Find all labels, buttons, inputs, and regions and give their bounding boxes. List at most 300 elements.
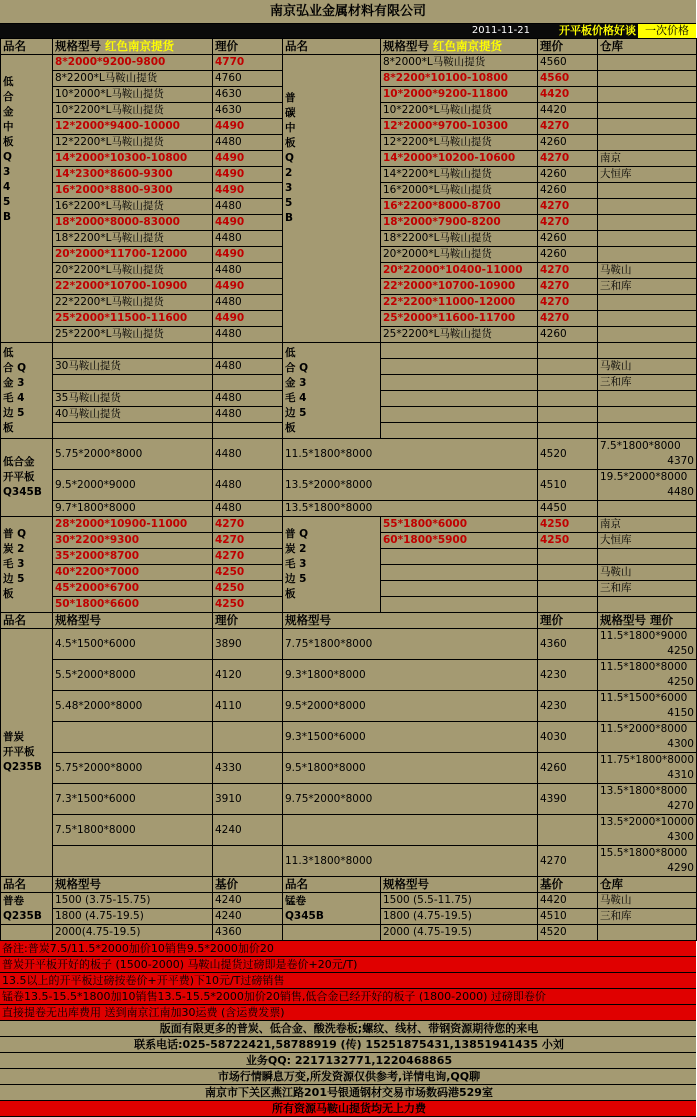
spec-cell: 8*2000*L马鞍山提货 — [381, 55, 538, 71]
spec-cell: 28*2000*10900-11000 — [53, 517, 213, 533]
price-cell: 4250 — [213, 581, 283, 597]
label-line: 金 — [3, 106, 14, 118]
price-cell: 4490 — [213, 311, 283, 327]
label-line: Q — [285, 152, 294, 164]
price-cell: 4420 — [538, 87, 598, 103]
price-cell — [213, 375, 283, 391]
label-line: 边 5 — [3, 406, 25, 419]
label-line: 板 — [285, 421, 296, 434]
spec-cell — [381, 375, 538, 391]
group-label — [283, 517, 381, 613]
price-cell — [213, 722, 283, 753]
table-row — [1, 925, 697, 941]
price-cell: 4480 — [213, 359, 283, 375]
price-cell: 4120 — [213, 660, 283, 691]
spec-cell: 22*2000*10700-10900 — [53, 279, 213, 295]
spec-cell: 20*2200*L马鞍山提货 — [53, 263, 213, 279]
price-cell: 4270 — [538, 279, 598, 295]
spec-cell: 9.3*1800*8000 — [283, 660, 538, 691]
group-label — [1, 517, 53, 613]
col-warehouse: 仓库 — [598, 877, 697, 893]
price-cell: 4480 — [213, 295, 283, 311]
price-cell: 4490 — [213, 183, 283, 199]
spec-cell: 1800 (4.75-19.5) — [381, 909, 538, 925]
price-cell: 4420 — [538, 893, 598, 909]
col-name: 品名 — [1, 613, 53, 629]
spec-cell — [381, 565, 538, 581]
table-row — [1, 691, 697, 722]
spec-cell: 16*2000*8800-9300 — [53, 183, 213, 199]
price-cell: 4630 — [213, 103, 283, 119]
warehouse-cell — [598, 295, 697, 311]
price-cell — [213, 423, 283, 439]
spec-cell: 14*2000*10300-10800 — [53, 151, 213, 167]
price-cell — [538, 375, 598, 391]
label-line: 毛 4 — [3, 391, 25, 404]
label-line: 开平板 — [3, 746, 35, 758]
spec-cell: 18*2200*L马鞍山提货 — [381, 231, 538, 247]
spec-cell: 8*2200*L马鞍山提货 — [53, 71, 213, 87]
warehouse-cell: 大恒库 — [598, 533, 697, 549]
warehouse-cell: 马鞍山 — [598, 263, 697, 279]
warehouse-cell — [598, 87, 697, 103]
label-line: B — [285, 212, 294, 224]
price-cell: 4480 — [213, 391, 283, 407]
price-cell — [538, 549, 598, 565]
price-cell: 4290 — [667, 862, 694, 874]
price-cell: 4270 — [213, 517, 283, 533]
spec-note: 红色南京提货 — [105, 39, 175, 53]
spec-cell: 10*2000*L马鞍山提货 — [53, 87, 213, 103]
label-line: 边 5 — [285, 573, 307, 585]
spec-cell: 11.5*1800*8000 4250 — [598, 660, 697, 691]
warehouse-cell — [598, 343, 697, 359]
table-row — [1, 722, 697, 753]
price-cell: 4300 — [667, 831, 694, 843]
label-line: 炭 2 — [3, 543, 25, 555]
spec-cell: 11.5*1500*6000 4150 — [598, 691, 697, 722]
spec-cell: 11.3*1800*8000 — [283, 846, 538, 877]
table-row — [1, 753, 697, 784]
spec-cell: 16*2200*8000-8700 — [381, 199, 538, 215]
spec-cell: 18*2200*L马鞍山提货 — [53, 231, 213, 247]
spec-cell — [381, 597, 538, 613]
price-cell: 4270 — [213, 533, 283, 549]
spec-cell: 12*2200*L马鞍山提货 — [53, 135, 213, 151]
spec-cell: 30*2200*9300 — [53, 533, 213, 549]
spec-cell: 10*2200*L马鞍山提货 — [381, 103, 538, 119]
spec-cell: 1800 (4.75-19.5) — [53, 909, 213, 925]
warehouse-cell — [598, 183, 697, 199]
price-cell: 4250 — [667, 645, 694, 657]
price-cell: 4270 — [538, 215, 598, 231]
spec-cell: 22*2200*11000-12000 — [381, 295, 538, 311]
spec-cell — [381, 343, 538, 359]
price-cell: 4260 — [538, 247, 598, 263]
price-cell: 4300 — [667, 738, 694, 750]
price-cell: 4030 — [538, 722, 598, 753]
col-spec: 规格型号 红色南京提货 — [53, 39, 213, 55]
price-cell: 4770 — [213, 55, 283, 71]
note-line: 备注:普炭7.5/11.5*2000加价10销售9.5*2000加价20 — [0, 941, 696, 957]
col-price: 基价 — [538, 877, 598, 893]
price-cell: 4360 — [538, 629, 598, 660]
date-bar — [0, 24, 696, 38]
spec-cell: 20*22000*10400-11000 — [381, 263, 538, 279]
price-cell: 4480 — [213, 263, 283, 279]
price-cell: 4490 — [213, 279, 283, 295]
label-line: 板 — [285, 588, 296, 600]
spec-cell — [53, 343, 213, 359]
spec-cell: 18*2000*7900-8200 — [381, 215, 538, 231]
warehouse-cell: 马鞍山 — [598, 359, 697, 375]
label-line: 板 — [285, 137, 296, 149]
price-cell: 4490 — [213, 247, 283, 263]
price-cell: 3890 — [213, 629, 283, 660]
footer-line: 联系电话:025-58722421,58788919 (传) 15251875431,13851941435 小刘 — [0, 1037, 696, 1053]
warehouse-cell: 马鞍山 — [598, 565, 697, 581]
label-line: 4 — [3, 181, 11, 193]
warehouse-cell — [598, 231, 697, 247]
price-cell: 4260 — [538, 167, 598, 183]
col-spec: 规格型号 — [53, 613, 213, 629]
label-line: 毛 4 — [285, 391, 307, 404]
spec-cell — [381, 549, 538, 565]
spec-cell: 12*2000*9400-10000 — [53, 119, 213, 135]
label-line: 3 — [3, 166, 11, 178]
spec-cell: 8*2000*9200-9800 — [53, 55, 213, 71]
spec-cell — [53, 846, 213, 877]
price-cell: 4250 — [213, 597, 283, 613]
spec-cell: 10*2000*9200-11800 — [381, 87, 538, 103]
col-name: 品名 — [1, 877, 53, 893]
spec-cell: 1500 (5.5-11.75) — [381, 893, 538, 909]
group-label — [283, 55, 381, 343]
col-price: 理价 — [538, 39, 598, 55]
spec-cell: 14*2300*8600-9300 — [53, 167, 213, 183]
spec-cell: 7.5*1800*8000 — [53, 815, 213, 846]
spec-cell: 22*2200*L马鞍山提货 — [53, 295, 213, 311]
price-cell: 4250 — [538, 533, 598, 549]
table-row — [1, 893, 697, 909]
price-cell: 4510 — [538, 470, 598, 501]
price-cell: 4370 — [667, 455, 694, 467]
price-cell: 4450 — [538, 501, 598, 517]
footer-line: 市场行情瞬息万变,所发资源仅供参考,详情电询,QQ聊 — [0, 1069, 696, 1085]
price-cell — [213, 343, 283, 359]
warehouse-cell — [598, 407, 697, 423]
table-row — [1, 343, 697, 359]
price-cell: 4230 — [538, 660, 598, 691]
spec-cell: 9.5*2000*8000 — [283, 691, 538, 722]
label-line: 低 — [3, 346, 14, 359]
price-cell: 4490 — [213, 151, 283, 167]
price-cell: 4250 — [538, 517, 598, 533]
warehouse-cell — [598, 311, 697, 327]
label-line: 板 — [3, 421, 14, 434]
spec-cell — [598, 501, 697, 517]
price-cell: 4260 — [538, 231, 598, 247]
spec-cell: 25*2000*11600-11700 — [381, 311, 538, 327]
warehouse-cell — [598, 327, 697, 343]
label-line: 合 Q — [285, 361, 309, 374]
spec-cell: 11.5*1800*8000 — [283, 439, 538, 470]
label-line: 普卷 — [3, 894, 24, 907]
header-row — [1, 39, 697, 55]
price-cell: 4270 — [538, 846, 598, 877]
spec-cell: 40*2200*7000 — [53, 565, 213, 581]
warehouse-cell: 南京 — [598, 151, 697, 167]
label-line: B — [3, 211, 12, 223]
spec-cell: 2000(4.75-19.5) — [53, 925, 213, 941]
label-line: 炭 2 — [285, 543, 307, 555]
label-line: 普 — [285, 92, 296, 104]
spec-cell — [283, 815, 538, 846]
price-cell: 4310 — [667, 769, 694, 781]
col-price: 理价 — [538, 613, 598, 629]
spec-cell: 5.5*2000*8000 — [53, 660, 213, 691]
price-cell — [538, 407, 598, 423]
warehouse-cell: 大恒库 — [598, 167, 697, 183]
spec-note: 红色南京提货 — [433, 39, 503, 53]
price-cell: 4240 — [213, 815, 283, 846]
spec-cell: 25*2000*11500-11600 — [53, 311, 213, 327]
spec-cell: 13.5*1800*8000 — [283, 501, 538, 517]
spec-cell: 2000 (4.75-19.5) — [381, 925, 538, 941]
col-price: 理价 — [213, 613, 283, 629]
spec-cell: 9.7*1800*8000 — [53, 501, 213, 517]
price-cell: 4630 — [213, 87, 283, 103]
spec-cell — [53, 722, 213, 753]
label-line: 低合金 — [3, 456, 35, 468]
spec-cell: 8*2200*10100-10800 — [381, 71, 538, 87]
group-label — [1, 343, 53, 439]
warehouse-cell — [598, 71, 697, 87]
note-line: 普炭开平板开好的板子 (1500-2000) 马鞍山提货过磅即是卷价+20元/T) — [0, 957, 696, 973]
price-cell: 4520 — [538, 439, 598, 470]
label-line: 普炭 — [3, 731, 24, 743]
spec-cell: 50*1800*6600 — [53, 597, 213, 613]
spec-cell: 5.75*2000*8000 — [53, 753, 213, 784]
spec-cell: 11.5*2000*8000 4300 — [598, 722, 697, 753]
price-cell: 4330 — [213, 753, 283, 784]
warehouse-cell: 三和库 — [598, 279, 697, 295]
spec-cell: 7.5*1800*8000 4370 — [598, 439, 697, 470]
spec-cell: 10*2200*L马鞍山提货 — [53, 103, 213, 119]
spec-cell: 9.3*1500*6000 — [283, 722, 538, 753]
label-line: Q235B — [3, 761, 42, 773]
table-row — [1, 660, 697, 691]
promo-badge: 一次价格 — [638, 24, 696, 38]
spec-cell: 1500 (3.75-15.75) — [53, 893, 213, 909]
label-line: 板 — [3, 136, 14, 148]
price-cell — [538, 581, 598, 597]
spec-cell: 14*2200*L马鞍山提货 — [381, 167, 538, 183]
label-line: 3 — [285, 182, 293, 194]
price-cell: 4490 — [213, 215, 283, 231]
spec-cell: 7.75*1800*8000 — [283, 629, 538, 660]
warehouse-cell — [598, 391, 697, 407]
warehouse-cell — [598, 119, 697, 135]
price-cell: 4420 — [538, 103, 598, 119]
group-label — [1, 925, 53, 941]
spec-cell: 35马鞍山提货 — [53, 391, 213, 407]
table-row — [1, 439, 697, 470]
price-cell: 3910 — [213, 784, 283, 815]
price-cell — [538, 597, 598, 613]
warehouse-cell: 三和库 — [598, 581, 697, 597]
table-row — [1, 55, 697, 71]
col-name: 品名 — [283, 877, 381, 893]
label-line: 开平板 — [3, 471, 35, 483]
table-row — [1, 517, 697, 533]
warehouse-cell — [598, 597, 697, 613]
price-cell: 4150 — [667, 707, 694, 719]
label-line: Q — [3, 151, 12, 163]
price-cell: 4480 — [213, 501, 283, 517]
label-line: 碳 — [285, 107, 296, 119]
header-row — [1, 877, 697, 893]
price-cell: 4480 — [213, 439, 283, 470]
price-cell: 4250 — [667, 676, 694, 688]
spec-cell: 16*2000*L马鞍山提货 — [381, 183, 538, 199]
spec-cell: 35*2000*8700 — [53, 549, 213, 565]
spec-cell: 14*2000*10200-10600 — [381, 151, 538, 167]
col-spec: 规格型号 红色南京提货 — [381, 39, 538, 55]
footer-line: 业务QQ: 2217132771,1220468865 — [0, 1053, 696, 1069]
warehouse-cell — [598, 215, 697, 231]
spec-cell: 9.75*2000*8000 — [283, 784, 538, 815]
spec-cell: 13.5*2000*10000 4300 — [598, 815, 697, 846]
price-cell: 4270 — [538, 295, 598, 311]
price-cell: 4260 — [538, 327, 598, 343]
spec-cell: 13.5*2000*8000 — [283, 470, 538, 501]
spec-cell: 12*2000*9700-10300 — [381, 119, 538, 135]
spec-cell: 20*2000*L马鞍山提货 — [381, 247, 538, 263]
label-line: Q235B — [3, 909, 42, 922]
warehouse-cell — [598, 247, 697, 263]
col-name: 品名 — [1, 39, 53, 55]
spec-cell: 45*2000*6700 — [53, 581, 213, 597]
table-row — [1, 784, 697, 815]
price-cell: 4480 — [213, 135, 283, 151]
label-line: 低 — [285, 346, 296, 359]
footer-line: 所有资源马鞍山提货均无上力费 — [0, 1101, 696, 1117]
label-line: 5 — [285, 197, 293, 209]
promo-text: 开平板价格好谈 — [559, 24, 636, 37]
price-cell: 4360 — [213, 925, 283, 941]
label-line: 普 Q — [285, 528, 309, 540]
warehouse-cell — [598, 199, 697, 215]
spec-cell: 16*2200*L马鞍山提货 — [53, 199, 213, 215]
label-line: 边 5 — [285, 406, 307, 419]
price-cell: 4260 — [538, 135, 598, 151]
label-line: 锰卷 — [285, 894, 306, 907]
spec-cell: 18*2000*8000-83000 — [53, 215, 213, 231]
price-cell — [538, 391, 598, 407]
price-cell: 4260 — [538, 183, 598, 199]
warehouse-cell — [598, 423, 697, 439]
spec-cell: 4.5*1500*6000 — [53, 629, 213, 660]
group-label — [1, 439, 53, 517]
table-row — [1, 501, 697, 517]
price-cell: 4480 — [213, 407, 283, 423]
warehouse-cell — [598, 103, 697, 119]
price-cell: 4270 — [538, 199, 598, 215]
warehouse-cell — [598, 549, 697, 565]
price-cell: 4260 — [538, 753, 598, 784]
price-cell: 4270 — [538, 119, 598, 135]
price-cell: 4480 — [213, 231, 283, 247]
spec-cell: 20*2000*11700-12000 — [53, 247, 213, 263]
spec-cell: 55*1800*6000 — [381, 517, 538, 533]
table-row — [1, 846, 697, 877]
price-cell: 4480 — [213, 470, 283, 501]
group-label — [283, 893, 381, 925]
spec-cell — [53, 375, 213, 391]
notes-block — [0, 941, 696, 1117]
spec-cell: 7.3*1500*6000 — [53, 784, 213, 815]
price-cell — [538, 359, 598, 375]
price-cell: 4240 — [213, 909, 283, 925]
price-cell: 4490 — [213, 119, 283, 135]
spec-cell: 25*2200*L马鞍山提货 — [381, 327, 538, 343]
price-cell — [538, 423, 598, 439]
table-row — [1, 629, 697, 660]
price-cell — [538, 343, 598, 359]
spec-cell: 40马鞍山提货 — [53, 407, 213, 423]
price-cell: 4390 — [538, 784, 598, 815]
spec-cell: 5.75*2000*8000 — [53, 439, 213, 470]
label-line: 中 — [285, 122, 296, 134]
spec-cell: 5.48*2000*8000 — [53, 691, 213, 722]
table-row — [1, 815, 697, 846]
price-cell: 4250 — [213, 565, 283, 581]
warehouse-cell: 马鞍山 — [598, 893, 697, 909]
label-line: 中 — [3, 121, 14, 133]
price-cell: 4560 — [538, 55, 598, 71]
spec-cell: 12*2200*L马鞍山提货 — [381, 135, 538, 151]
warehouse-cell — [598, 55, 697, 71]
spec-cell — [381, 391, 538, 407]
spec-cell: 9.5*2000*9000 — [53, 470, 213, 501]
spec-cell — [381, 407, 538, 423]
label-line: 金 3 — [3, 376, 25, 389]
label-line: 普 Q — [3, 528, 27, 540]
label-line: 边 5 — [3, 573, 25, 585]
col-warehouse: 仓库 — [598, 39, 697, 55]
group-label — [1, 893, 53, 925]
warehouse-cell: 南京 — [598, 517, 697, 533]
spec-cell: 25*2200*L马鞍山提货 — [53, 327, 213, 343]
spec-cell: 60*1800*5900 — [381, 533, 538, 549]
price-cell: 4270 — [538, 263, 598, 279]
spec-cell — [381, 581, 538, 597]
price-cell: 4480 — [667, 486, 694, 498]
spec-cell: 13.5*1800*8000 4270 — [598, 784, 697, 815]
price-cell: 4230 — [538, 691, 598, 722]
price-cell: 4270 — [667, 800, 694, 812]
col-spec: 规格型号 理价 — [598, 613, 697, 629]
price-cell: 4760 — [213, 71, 283, 87]
price-cell: 4270 — [538, 151, 598, 167]
date-text: 2011-11-21 — [471, 25, 530, 36]
label-line: 金 3 — [285, 376, 307, 389]
group-label — [1, 55, 53, 343]
price-cell: 4510 — [538, 909, 598, 925]
page-title: 南京弘业金属材料有限公司 — [0, 0, 696, 24]
spec-cell: 30马鞍山提货 — [53, 359, 213, 375]
